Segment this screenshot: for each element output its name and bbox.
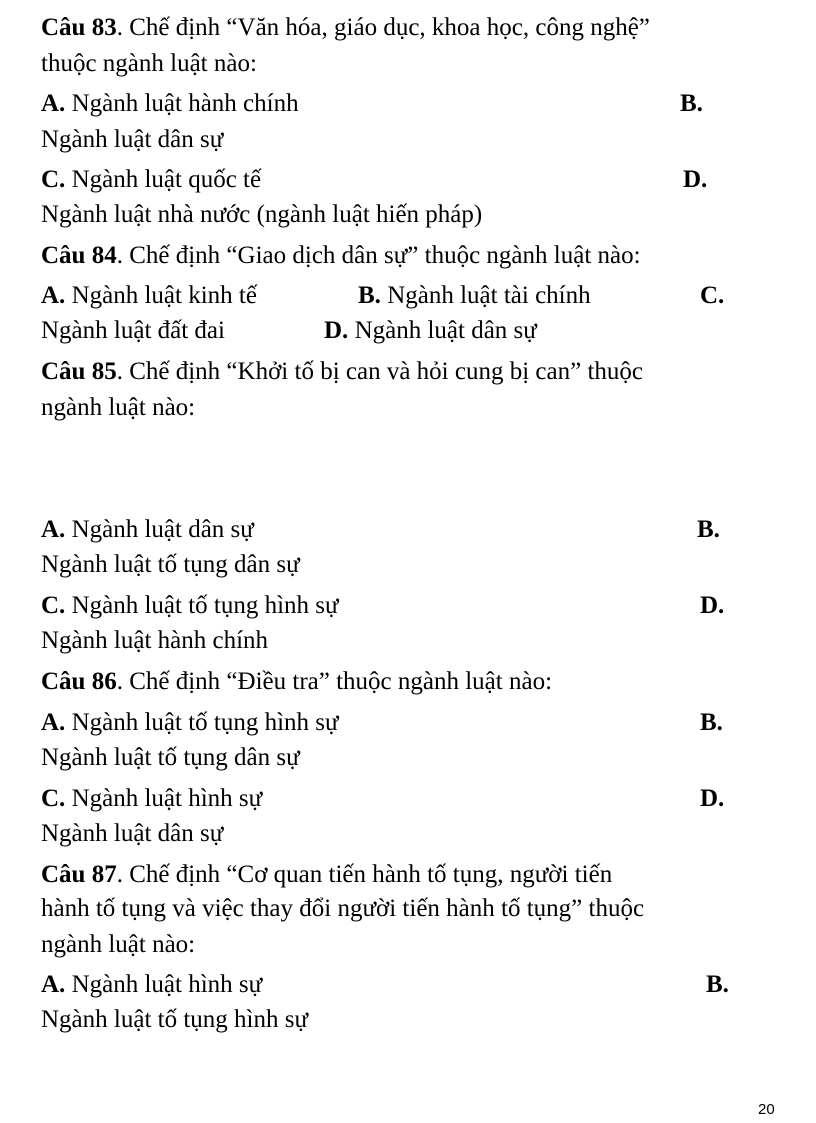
option-key: A. <box>41 90 66 117</box>
q83-option-d-text: Ngành luật nhà nước (ngành luật hiến pháp) <box>41 201 483 228</box>
q83-stem: . Chế định “Văn hóa, giáo dục, khoa học, công nghệ” <box>116 14 650 41</box>
option-text: Ngành luật dân sự <box>348 317 537 344</box>
q84-stem-line-1 <box>41 241 641 271</box>
option-text: Ngành luật quốc tế <box>65 166 262 193</box>
q83-option-b-text: Ngành luật dân sự <box>41 126 224 153</box>
option-text: Ngành luật tố tụng hình sự <box>65 592 339 619</box>
q84-option-a[interactable] <box>41 281 257 311</box>
option-text: Ngành luật hình sự <box>65 971 263 998</box>
q86-option-b-text: Ngành luật tố tụng dân sự <box>41 744 300 771</box>
q83-option-d-key[interactable]: D. <box>683 166 708 193</box>
q85-stem-line-2: ngành luật nào: <box>41 394 196 421</box>
q85-option-d-key[interactable]: D. <box>700 592 725 619</box>
option-text: Ngành luật tài chính <box>380 282 591 309</box>
option-key: A. <box>41 516 66 543</box>
q85-option-c[interactable] <box>41 591 339 621</box>
q84-option-c-key[interactable]: C. <box>700 282 725 309</box>
q83-option-b-key[interactable]: B. <box>680 90 703 117</box>
q85-stem: . Chế định “Khởi tố bị can và hỏi cung bị can” thuộc <box>116 358 644 385</box>
q86-option-d-text: Ngành luật dân sự <box>41 820 224 847</box>
q87-number: Câu 87 <box>41 861 117 888</box>
q87-stem-line-2: hành tố tụng và việc thay đổi người tiến hành tố tụng” thuộc <box>41 895 645 922</box>
q83-option-c[interactable] <box>41 165 261 195</box>
option-key: A. <box>41 282 66 309</box>
q87-option-b-text: Ngành luật tố tụng hình sự <box>41 1006 309 1033</box>
q83-stem-line-1 <box>41 13 650 43</box>
q85-number: Câu 85 <box>41 358 117 385</box>
q86-stem: . Chế định “Điều tra” thuộc ngành luật nào: <box>116 668 553 695</box>
q86-stem-line-1 <box>41 667 552 697</box>
q85-option-d-text: Ngành luật hành chính <box>41 627 269 654</box>
q84-option-d[interactable] <box>324 316 537 346</box>
option-text: Ngành luật tố tụng hình sự <box>65 709 339 736</box>
q84-number: Câu 84 <box>41 242 117 269</box>
q85-option-a[interactable] <box>41 515 254 545</box>
q85-option-b-text: Ngành luật tố tụng dân sự <box>41 551 300 578</box>
q83-stem-line-2: thuộc ngành luật nào: <box>41 50 257 77</box>
option-key: A. <box>41 971 66 998</box>
q86-option-d-key[interactable]: D. <box>700 785 725 812</box>
q85-stem-line-1 <box>41 357 643 387</box>
option-text: Ngành luật dân sự <box>65 516 254 543</box>
option-key: B. <box>358 282 381 309</box>
q85-option-b-key[interactable]: B. <box>697 516 720 543</box>
option-key: C. <box>41 166 66 193</box>
q86-option-b-key[interactable]: B. <box>700 709 723 736</box>
option-text: Ngành luật hành chính <box>65 90 299 117</box>
q84-option-b[interactable] <box>358 281 591 311</box>
q84-option-c-text: Ngành luật đất đai <box>41 317 225 344</box>
page-number: 20 <box>758 1101 775 1118</box>
q87-stem-line-1 <box>41 860 612 890</box>
q83-number: Câu 83 <box>41 14 117 41</box>
q84-stem: . Chế định “Giao dịch dân sự” thuộc ngành luật nào: <box>116 242 641 269</box>
option-key: C. <box>41 592 66 619</box>
q86-option-c[interactable] <box>41 784 262 814</box>
option-text: Ngành luật hình sự <box>65 785 263 812</box>
q87-stem-line-3: ngành luật nào: <box>41 931 196 958</box>
q87-stem: . Chế định “Cơ quan tiến hành tố tụng, người tiến <box>116 861 613 888</box>
q86-option-a[interactable] <box>41 708 339 738</box>
q86-number: Câu 86 <box>41 668 117 695</box>
option-key: D. <box>324 317 349 344</box>
q87-option-a[interactable] <box>41 970 262 1000</box>
option-text: Ngành luật kinh tế <box>65 282 257 309</box>
option-key: A. <box>41 709 66 736</box>
q83-option-a[interactable] <box>41 89 299 119</box>
q87-option-b-key[interactable]: B. <box>706 971 729 998</box>
option-key: C. <box>41 785 66 812</box>
